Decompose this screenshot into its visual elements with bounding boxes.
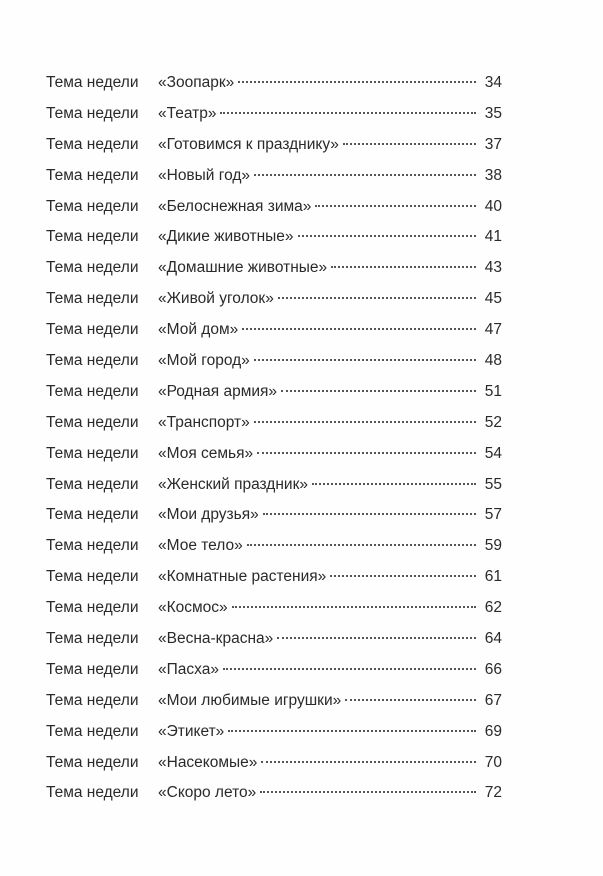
toc-entry-prefix: Тема недели [46,506,139,524]
toc-entry[interactable] [46,68,502,99]
toc-entry[interactable] [46,748,502,779]
toc-entry-page-number: 57 [484,506,502,524]
toc-entry-prefix: Тема недели [46,135,139,153]
toc-entry-page-number: 61 [484,568,502,586]
toc-entry[interactable] [46,500,502,531]
toc-entry-prefix: Тема недели [46,290,139,308]
toc-entry-page-number: 66 [484,660,502,678]
toc-entry-prefix: Тема недели [46,104,139,122]
toc-entry-prefix: Тема недели [46,321,139,339]
toc-entry[interactable] [46,562,502,593]
toc-entry[interactable] [46,624,502,655]
toc-entry-page-number: 45 [484,290,502,308]
toc-entry[interactable] [46,99,502,130]
toc-leader-dots [254,421,476,423]
toc-entry-title: «Комнатные растения» [158,568,327,586]
toc-entry[interactable] [46,130,502,161]
toc-entry[interactable] [46,470,502,501]
toc-entry-page-number: 62 [484,599,502,617]
toc-entry-page-number: 35 [484,104,502,122]
toc-entry-title: «Мой дом» [158,321,239,339]
toc-entry-page-number: 59 [484,537,502,555]
toc-entry[interactable] [46,192,502,223]
toc-entry-prefix: Тема недели [46,599,139,617]
toc-entry-title: «Этикет» [158,722,225,740]
toc-leader-dots [345,699,476,701]
toc-entry-page-number: 55 [484,475,502,493]
toc-entry[interactable] [46,531,502,562]
toc-entry-page-number: 72 [484,784,502,802]
toc-leader-dots [242,328,476,330]
toc-entry-title: «Космос» [158,599,228,617]
toc-entry-prefix: Тема недели [46,197,139,215]
toc-leader-dots [343,143,476,145]
toc-entry-title: «Мои любимые игрушки» [158,691,342,709]
toc-entry-prefix: Тема недели [46,660,139,678]
toc-entry-prefix: Тема недели [46,630,139,648]
toc-leader-dots [238,81,476,83]
toc-entry-title: «Готовимся к празднику» [158,135,339,153]
toc-entry-page-number: 40 [484,197,502,215]
toc-leader-dots [254,174,476,176]
toc-entry[interactable] [46,408,502,439]
toc-entry-title: «Зоопарк» [158,74,235,91]
toc-entry-title: «Живой уголок» [158,290,274,308]
toc-entry[interactable] [46,284,502,315]
table-of-contents [46,68,502,809]
toc-entry-title: «Пасха» [158,660,219,678]
toc-entry-title: «Женский праздник» [158,475,308,493]
toc-entry-prefix: Тема недели [46,444,139,462]
toc-leader-dots [228,730,476,732]
toc-entry-page-number: 43 [484,259,502,277]
toc-entry[interactable] [46,253,502,284]
toc-entry[interactable] [46,222,502,253]
toc-entry-title: «Театр» [158,104,217,122]
toc-entry-prefix: Тема недели [46,382,139,400]
toc-leader-dots [223,668,476,670]
toc-entry-title: «Родная армия» [158,382,278,400]
toc-leader-dots [331,266,476,268]
toc-entry-prefix: Тема недели [46,228,139,246]
toc-entry-page-number: 70 [484,753,502,771]
toc-entry-title: «Насекомые» [158,753,258,771]
toc-leader-dots [277,637,476,639]
toc-leader-dots [281,390,476,392]
toc-leader-dots [260,791,476,793]
toc-entry-page-number: 52 [484,413,502,431]
toc-entry-prefix: Тема недели [46,74,139,91]
toc-entry-title: «Мои друзья» [158,506,259,524]
toc-leader-dots [220,112,476,114]
toc-leader-dots [247,544,476,546]
toc-entry-prefix: Тема недели [46,166,139,184]
toc-entry-page-number: 48 [484,352,502,370]
toc-entry-page-number: 64 [484,630,502,648]
toc-entry-page-number: 34 [484,74,502,91]
toc-entry-page-number: 67 [484,691,502,709]
toc-leader-dots [330,575,476,577]
toc-entry[interactable] [46,315,502,346]
toc-leader-dots [257,452,476,454]
toc-entry-title: «Домашние животные» [158,259,328,277]
toc-entry-title: «Скоро лето» [158,784,257,802]
toc-leader-dots [315,205,476,207]
toc-entry-prefix: Тема недели [46,475,139,493]
toc-entry-title: «Мой город» [158,352,250,370]
toc-leader-dots [263,513,476,515]
toc-entry-prefix: Тема недели [46,722,139,740]
toc-entry-prefix: Тема недели [46,753,139,771]
toc-entry[interactable] [46,655,502,686]
toc-entry-page-number: 38 [484,166,502,184]
toc-entry[interactable] [46,717,502,748]
toc-entry-title: «Весна-красна» [158,630,274,648]
toc-entry[interactable] [46,377,502,408]
toc-entry-page-number: 54 [484,444,502,462]
toc-entry-title: «Дикие животные» [158,228,294,246]
toc-entry-page-number: 41 [484,228,502,246]
toc-entry[interactable] [46,593,502,624]
toc-entry-prefix: Тема недели [46,568,139,586]
toc-leader-dots [298,235,476,237]
toc-entry-page-number: 47 [484,321,502,339]
toc-leader-dots [261,761,476,763]
toc-entry-prefix: Тема недели [46,691,139,709]
toc-entry[interactable] [46,686,502,717]
toc-leader-dots [232,606,476,608]
toc-leader-dots [312,483,476,485]
toc-entry-page-number: 51 [484,382,502,400]
toc-entry[interactable] [46,161,502,192]
toc-entry-page-number: 37 [484,135,502,153]
toc-leader-dots [278,297,476,299]
toc-entry-prefix: Тема недели [46,259,139,277]
toc-entry[interactable] [46,778,502,809]
toc-entry[interactable] [46,439,502,470]
toc-entry-title: «Мое тело» [158,537,243,555]
toc-entry-prefix: Тема недели [46,784,139,802]
toc-entry[interactable] [46,346,502,377]
toc-entry-title: «Моя семья» [158,444,254,462]
toc-entry-title: «Транспорт» [158,413,250,431]
toc-entry-title: «Белоснежная зима» [158,197,312,215]
toc-entry-title: «Новый год» [158,166,251,184]
toc-entry-prefix: Тема недели [46,537,139,555]
toc-entry-prefix: Тема недели [46,352,139,370]
toc-entry-prefix: Тема недели [46,413,139,431]
toc-leader-dots [254,359,476,361]
toc-entry-page-number: 69 [484,722,502,740]
